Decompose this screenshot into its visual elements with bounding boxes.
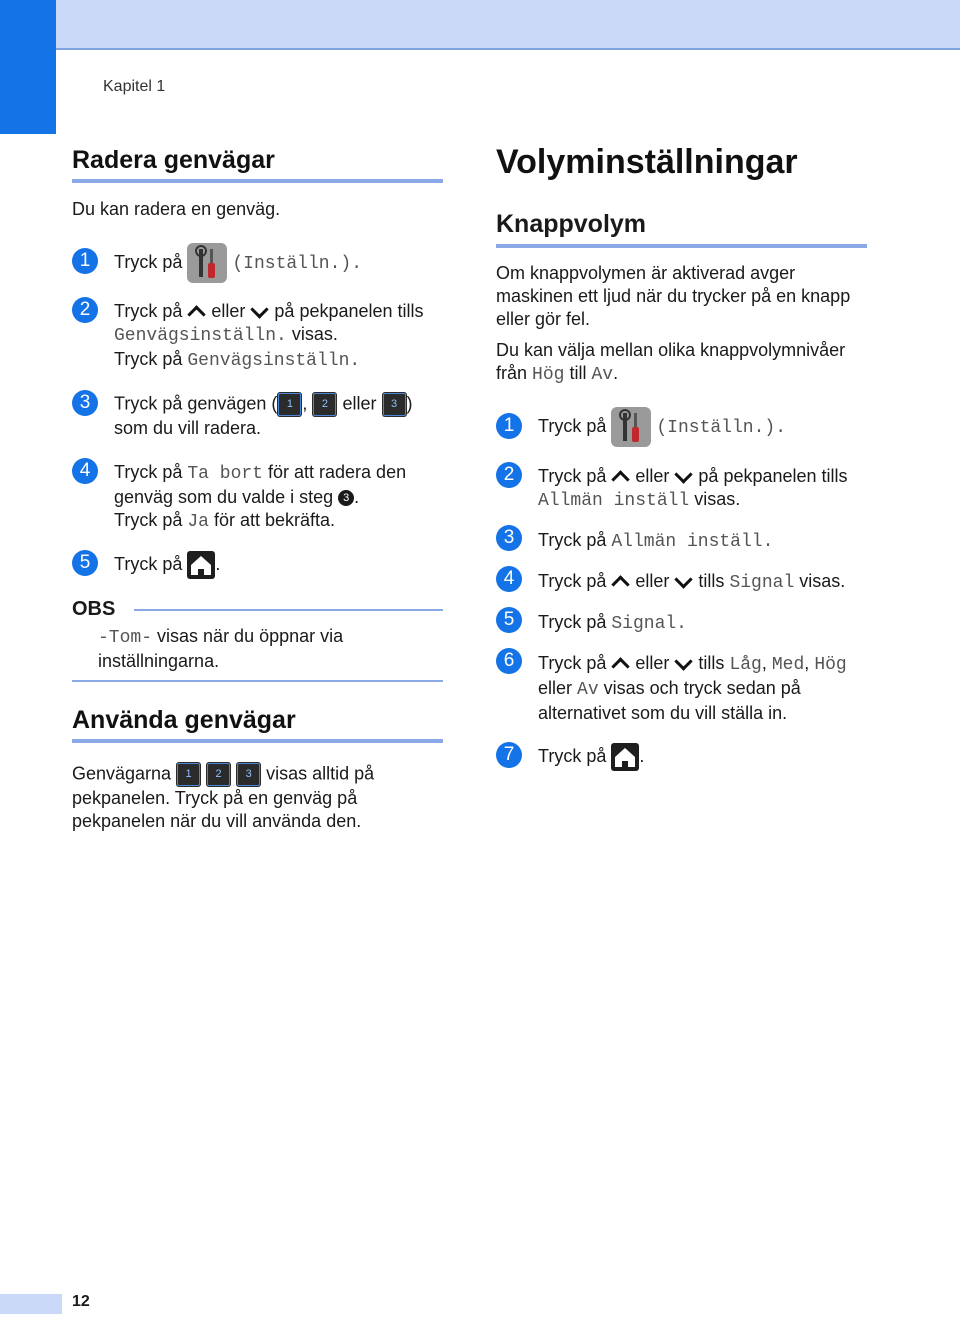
note-rule [134,609,443,611]
home-icon[interactable] [611,743,639,771]
chevron-down-icon[interactable] [675,652,693,670]
chevron-up-icon[interactable] [612,470,630,488]
option-code: Av [591,365,614,385]
step-3-text [538,529,773,554]
step-text: för att radera den [268,462,407,482]
para-text: pekpanelen när du vill använda den. [72,811,362,831]
step-text: , [761,653,767,673]
step-number: 1 [496,413,522,439]
menu-code: Signal [729,573,795,593]
step-4-text [538,570,845,595]
step-1-text [114,243,362,283]
home-icon[interactable] [187,551,215,579]
step-number: 3 [72,390,98,416]
menu-code: Ta bort [187,464,263,484]
step-text: tills [698,653,725,673]
step-text: . [215,553,221,574]
anvanda-paragraph [72,762,452,833]
step-text: på pekpanelen tills [274,301,424,321]
step-text: ) [406,393,413,414]
step-text: Tryck på [114,462,183,482]
note-end-rule [72,680,443,682]
shortcut-1-icon[interactable]: 1 [176,762,201,787]
para-text: eller gör fel. [496,309,591,329]
para-text: visas alltid på [266,763,375,784]
chevron-up-icon[interactable] [188,305,206,323]
note-text [98,625,438,673]
para-text: Om knappvolymen är aktiverad avger [496,263,796,283]
chevron-up-icon[interactable] [612,657,630,675]
option-code: Låg [729,655,762,675]
step-2-text [114,300,444,373]
para-text: till [569,363,587,383]
menu-code: Ja [187,512,209,532]
step-text: Tryck på [538,415,607,436]
step-text: Tryck på [114,553,183,574]
step-3-text [114,392,444,440]
para-text: maskinen ett ljud när du trycker på en knapp [496,286,851,306]
step-text: visas och tryck sedan på [603,678,801,698]
step-text: eller [211,301,246,321]
step-text: Tryck på [538,530,607,550]
step-text: Tryck på [538,466,607,486]
para-text: från [496,363,528,383]
step-number: 6 [496,648,522,674]
step-number: 5 [72,550,98,576]
step-5-text [538,611,687,636]
note-code: -Tom- [98,628,153,648]
step-7-text [538,743,644,771]
step-number: 2 [72,297,98,323]
step-number: 2 [496,462,522,488]
shortcut-1-icon[interactable]: 1 [277,392,302,417]
step-text: Tryck på [114,510,183,530]
step-text: eller [342,393,377,414]
step-text: för att bekräfta. [213,510,336,530]
para-text: pekpanelen. Tryck på en genväg på [72,788,358,808]
step-number: 5 [496,607,522,633]
step-text: eller [635,571,670,591]
settings-icon[interactable] [611,407,651,447]
step-text: visas. [694,489,741,509]
step-text: Tryck på [538,612,607,632]
settings-code: (Inställn.). [232,253,362,274]
chapter-label: Kapitel 1 [103,78,166,95]
step-number: 7 [496,742,522,768]
step-number: 1 [72,248,98,274]
step-text: Tryck på genvägen ( [114,393,278,414]
step-text: Tryck på [114,251,183,272]
para-text: . [613,363,619,383]
menu-code: Allmän inställ. [611,532,774,552]
section-title-anvanda: Använda genvägar [72,706,296,734]
step-text: Tryck på [114,301,183,321]
step-text: Tryck på [538,571,607,591]
step-text: Tryck på [538,745,607,766]
menu-code: Signal. [611,614,687,634]
step-5-text [114,551,220,579]
step-text: tills [698,571,725,591]
step-text: , [302,393,308,414]
option-code: Hög [532,365,565,385]
step-number: 4 [496,566,522,592]
step-text: alternativet som du vill ställa in. [538,703,788,723]
option-code: Hög [814,655,847,675]
section-title-radera: Radera genvägar [72,146,275,174]
step-text: som du vill radera. [114,418,262,438]
step-text: visas. [291,324,338,344]
chapter-tab [0,0,56,134]
menu-code: Allmän inställ [538,491,690,511]
page-number: 12 [72,1293,90,1310]
step-2-text [538,465,878,513]
step-number: 4 [72,458,98,484]
section-rule [496,244,867,248]
section-rule [72,179,443,183]
radera-intro: Du kan radera en genväg. [72,199,281,219]
knappvolym-levels [496,339,876,387]
header-band [56,0,960,50]
step-text: Tryck på [538,653,607,673]
shortcut-2-icon[interactable]: 2 [312,392,337,417]
page-number-bar [0,1294,62,1314]
step-text: eller [635,466,670,486]
step-text: genväg som du valde i steg [114,487,334,507]
menu-code: Genvägsinställn. [114,326,287,346]
option-code: Av [577,680,599,700]
shortcut-3-icon[interactable]: 3 [236,762,261,787]
note-line: visas när du öppnar via [157,626,344,646]
step-6-text [538,652,888,725]
step-text: . [354,487,360,507]
knappvolym-intro [496,262,876,331]
chevron-down-icon[interactable] [251,300,269,318]
step-4-text [114,461,444,534]
step-text: Tryck på [114,349,183,369]
step-text: eller [635,653,670,673]
step-number: 3 [496,525,522,551]
step-text: visas. [799,571,846,591]
section-title-knappvolym: Knappvolym [496,210,647,238]
page-title: Volyminställningar [496,143,798,181]
step-text: eller [538,678,573,698]
option-code: Med [771,655,805,675]
settings-icon[interactable] [187,243,227,283]
step-text: , [804,653,810,673]
shortcut-2-icon[interactable]: 2 [206,762,231,787]
step-1-text [538,407,786,447]
chevron-down-icon[interactable] [675,465,693,483]
note-line: inställningarna. [98,651,220,671]
para-text: Du kan välja mellan olika knappvolymnivåer [496,340,846,360]
menu-code: Genvägsinställn. [187,351,361,371]
step-text: på pekpanelen tills [698,466,848,486]
chevron-down-icon[interactable] [675,570,693,588]
settings-code: (Inställn.). [656,417,786,438]
step-text: . [639,745,645,766]
shortcut-3-icon[interactable]: 3 [382,392,407,417]
section-rule [72,739,443,743]
para-text: Genvägarna [72,763,172,784]
step-ref-badge: 3 [338,490,354,506]
chevron-up-icon[interactable] [612,575,630,593]
note-label: OBS [72,598,116,620]
